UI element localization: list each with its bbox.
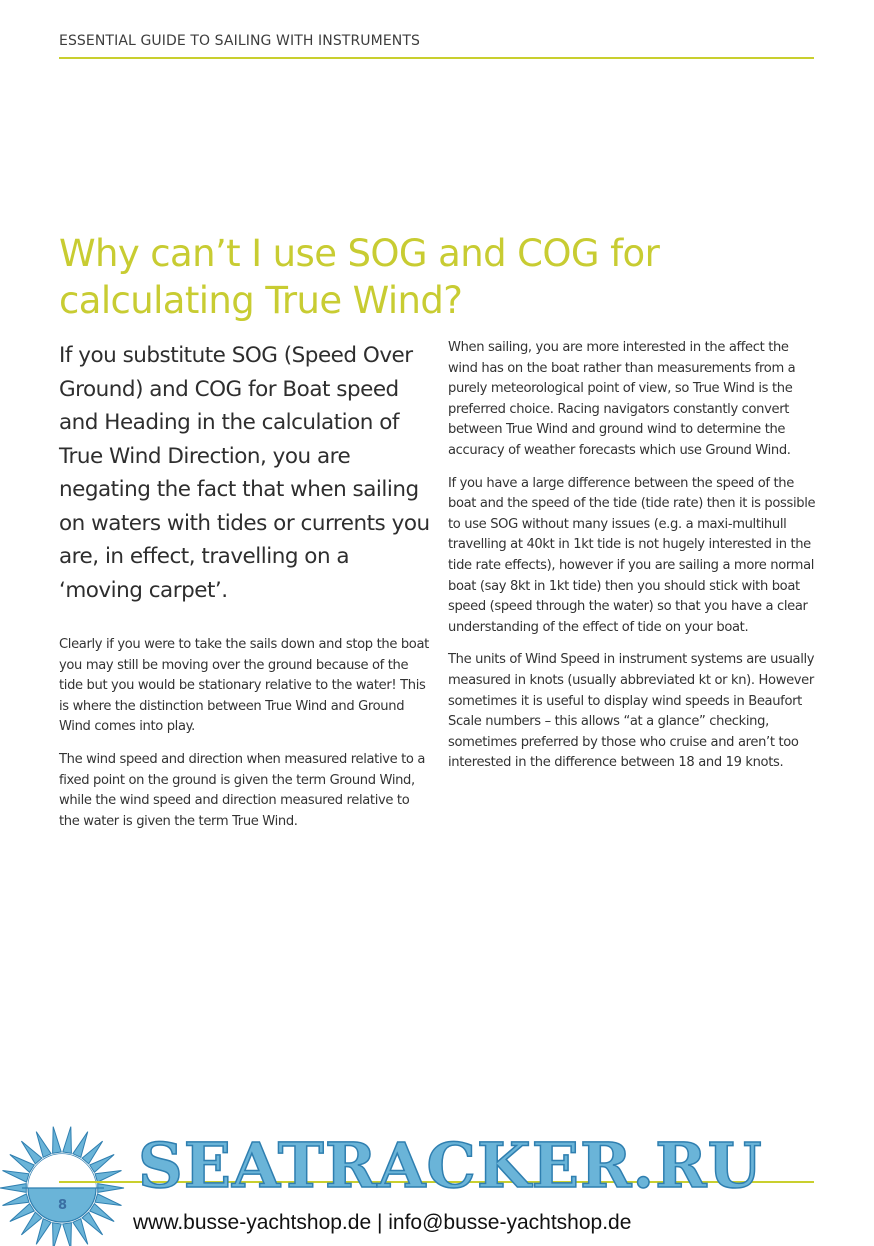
header-divider	[59, 57, 814, 59]
body-paragraph: If you have a large difference between the speed of the boat and the speed of the tide (tide rate) then it is possible to use SOG without many issues (e.g. a maxi-multihull travelling at 40kt in 1kt tide is not hugely interested in the tide rate effects), however if you are sailing a more normal boat (say 8kt in 1kt tide) then you should stick with boat speed (speed through the water) so that you have a clear understanding of the effect of tide on your boat.	[448, 475, 816, 635]
sun-ray	[53, 1127, 62, 1154]
sun-ray	[73, 1219, 88, 1245]
body-paragraph: Clearly if you were to take the sails down and stop the boat you may still be moving over the ground because of the tide but you would be stationary relative to the water! This is where the distinction between True Wind and Ground Wind comes into play.	[59, 637, 429, 735]
sun-ray	[36, 1219, 51, 1245]
sun-ray	[95, 1194, 121, 1206]
body-paragraph: When sailing, you are more interested in the affect the wind has on the boat rather than measurements from a purely meteorological point of view, so True Wind is the preferred choice. Racing navigators constantly convert between True Wind and ground wind to determine the accuracy of weather forecasts which use Ground Wind.	[448, 340, 796, 458]
running-header: ESSENTIAL GUIDE TO SAILING WITH INSTRUMENTS	[59, 33, 420, 49]
sun-logo-icon	[0, 1126, 142, 1246]
body-paragraph: The units of Wind Speed in instrument systems are usually measured in knots (usually abbreviated kt or kn). However sometimes it is useful to display wind speeds in Beaufort Scale numbers – this allows “at a glance” checking, sometimes preferred by those who cruise and aren’t too interested in the difference between 18 and 19 knots.	[448, 652, 815, 771]
page-number: 8	[58, 1198, 68, 1213]
sun-ray	[63, 1223, 72, 1246]
sun-ray	[63, 1127, 72, 1154]
intro-paragraph: If you substitute SOG (Speed Over Ground) and COG for Boat speed and Heading in the calculation of True Wind Direction, you are negating the fact that when sailing on waters with tides or currents you are, in effect, travelling on a ‘moving carpet’.	[59, 343, 430, 603]
section-title: Why can’t I use SOG and COG for calculating True Wind?	[59, 232, 660, 322]
right-column	[448, 338, 816, 786]
sun-ray	[36, 1132, 51, 1158]
sun-ray	[53, 1223, 62, 1246]
sun-ray	[3, 1171, 29, 1183]
body-paragraph: The wind speed and direction when measured relative to a fixed point on the ground is given the term Ground Wind, while the wind speed and direction measured relative to the water is given the term True Wind.	[59, 751, 426, 829]
sun-ray	[73, 1132, 88, 1158]
left-column	[59, 339, 431, 844]
sun-ray	[3, 1194, 29, 1206]
watermark-text: SEATRACKER.RU	[138, 1129, 763, 1202]
footer-contact: www.busse-yachtshop.de | info@busse-yachtshop.de	[133, 1211, 632, 1234]
